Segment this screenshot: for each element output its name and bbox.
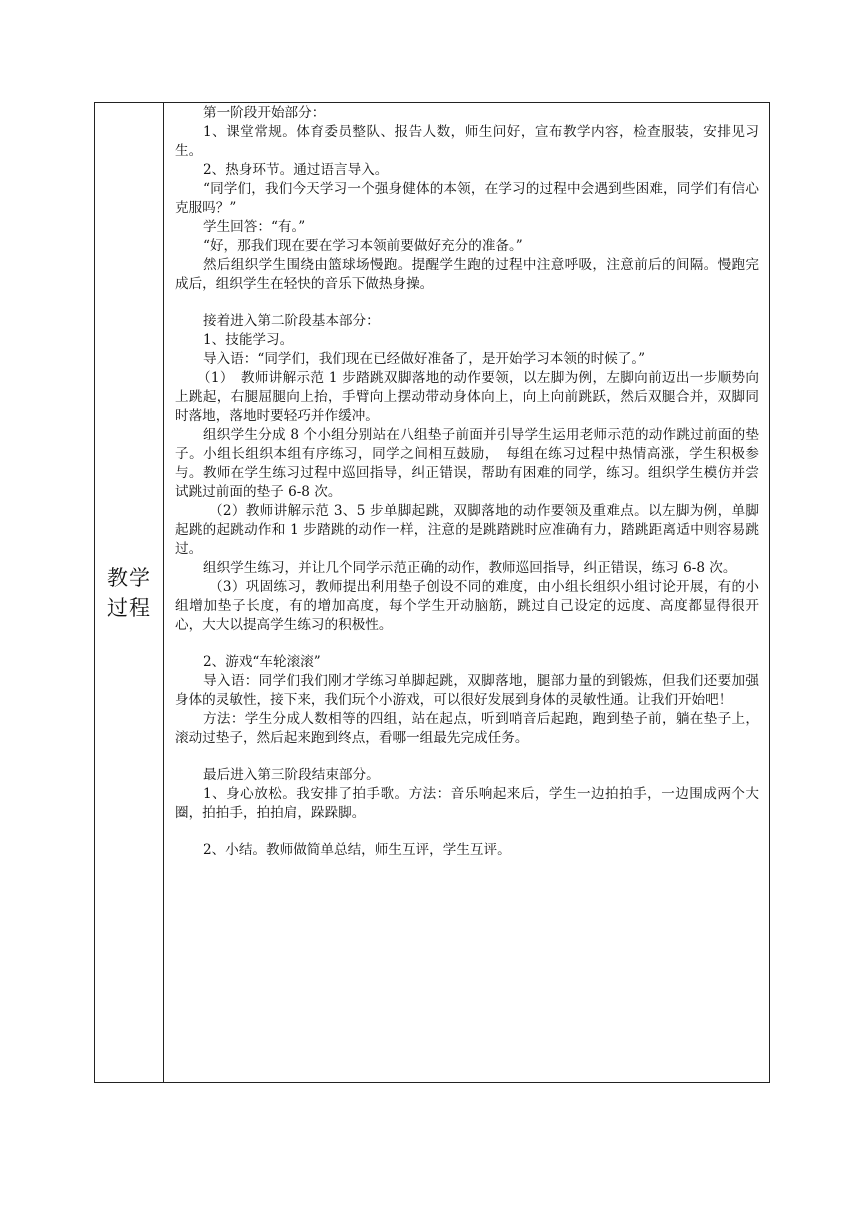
- paragraph: 1、身心放松。我安排了拍手歌。方法：音乐响起来后，学生一边拍拍手，一边围成两个大圈，拍拍手，拍拍肩，跺跺脚。: [175, 786, 759, 821]
- paragraph: 组织学生分成 8 个小组分别站在八组垫子前面并引导学生运用老师示范的动作跳过前面的垫子。小组长组织本组有序练习，同学之间相互鼓励， 每组在练习过程中热情高涨，学生积极参与。教师在学生练习过程中巡回指导，纠正错误，帮助有困难的同学，练习。组织学生模仿并尝试跳过前面的垫子 6-8 次。: [175, 427, 759, 500]
- paragraph: 组织学生练习，并让几个同学示范正确的动作，教师巡回指导，纠正错误，练习 6-8 次。: [203, 560, 737, 576]
- stage-two-heading: 接着进入第二阶段基本部分：: [203, 313, 380, 329]
- paragraph: （3）巩固练习，教师提出利用垫子创设不同的难度，由小组长组织小组讨论开展，有的小组增加垫子长度，有的增加高度，每个学生开动脑筋，跳过自己设定的远度、高度都显得很开心，大大以提高学生练习的积极性。: [175, 579, 759, 633]
- content-body: [175, 103, 759, 860]
- section-label-cell: [95, 103, 164, 1082]
- paragraph: 方法：学生分成人数相等的四组，站在起点，听到哨音后起跑，跑到垫子前，躺在垫子上，滚动过垫子，然后起来跑到终点，看哪一组最先完成任务。: [175, 711, 759, 746]
- paragraph: 1、课堂常规。体育委员整队、报告人数，师生问好，宣布教学内容，检查服装，安排见习生。: [175, 124, 759, 159]
- game-heading: 2、游戏“车轮滚滚”: [203, 654, 321, 670]
- paragraph: 导入语：同学们我们刚才学练习单脚起跳，双脚落地，腿部力量的到锻炼，但我们还要加强身体的灵敏性，接下来，我们玩个小游戏，可以很好发展到身体的灵敏性通。让我们开始吧！: [175, 673, 759, 708]
- section-label: 教学过程: [107, 565, 151, 620]
- paragraph: 1、技能学习。: [203, 332, 294, 348]
- paragraph: “好，那我们现在要在学习本领前要做好充分的准备。”: [203, 238, 523, 254]
- paragraph: （2）教师讲解示范 3、5 步单脚起跳，双脚落地的动作要领及重难点。以左脚为例，单脚起跳的起跳动作和 1 步踏跳的动作一样，注意的是跳踏跳时应准确有力，踏跳距离适中则容易跳过。: [175, 503, 759, 557]
- section-content-cell: [165, 103, 769, 1082]
- paragraph: 学生回答：“有。”: [203, 219, 306, 235]
- paragraph: 导入语：“同学们，我们现在已经做好准备了，是开始学习本领的时候了。”: [203, 351, 646, 367]
- paragraph: “同学们，我们今天学习一个强身健体的本领，在学习的过程中会遇到些困难，同学们有信心克服吗？”: [175, 181, 759, 216]
- paragraph: 然后组织学生围绕由篮球场慢跑。提醒学生跑的过程中注意呼吸，注意前后的间隔。慢跑完成后，组织学生在轻快的音乐下做热身操。: [175, 257, 759, 292]
- stage-one-heading: 第一阶段开始部分：: [203, 105, 326, 121]
- paragraph: 2、小结。教师做简单总结，师生互评，学生互评。: [203, 842, 511, 858]
- stage-three-heading: 最后进入第三阶段结束部分。: [203, 767, 380, 783]
- lesson-table: [94, 102, 770, 1083]
- paragraph: 2、热身环节。通过语言导入。: [203, 162, 389, 178]
- paragraph: （1） 教师讲解示范 1 步踏跳双脚落地的动作要领，以左脚为例，左脚向前迈出一步顺势向上跳起，右腿屈腿向上抬，手臂向上摆动带动身体向上，向上向前跳跃，然后双腿合并，双脚同时落地，落地时要轻巧并作缓冲。: [175, 370, 759, 424]
